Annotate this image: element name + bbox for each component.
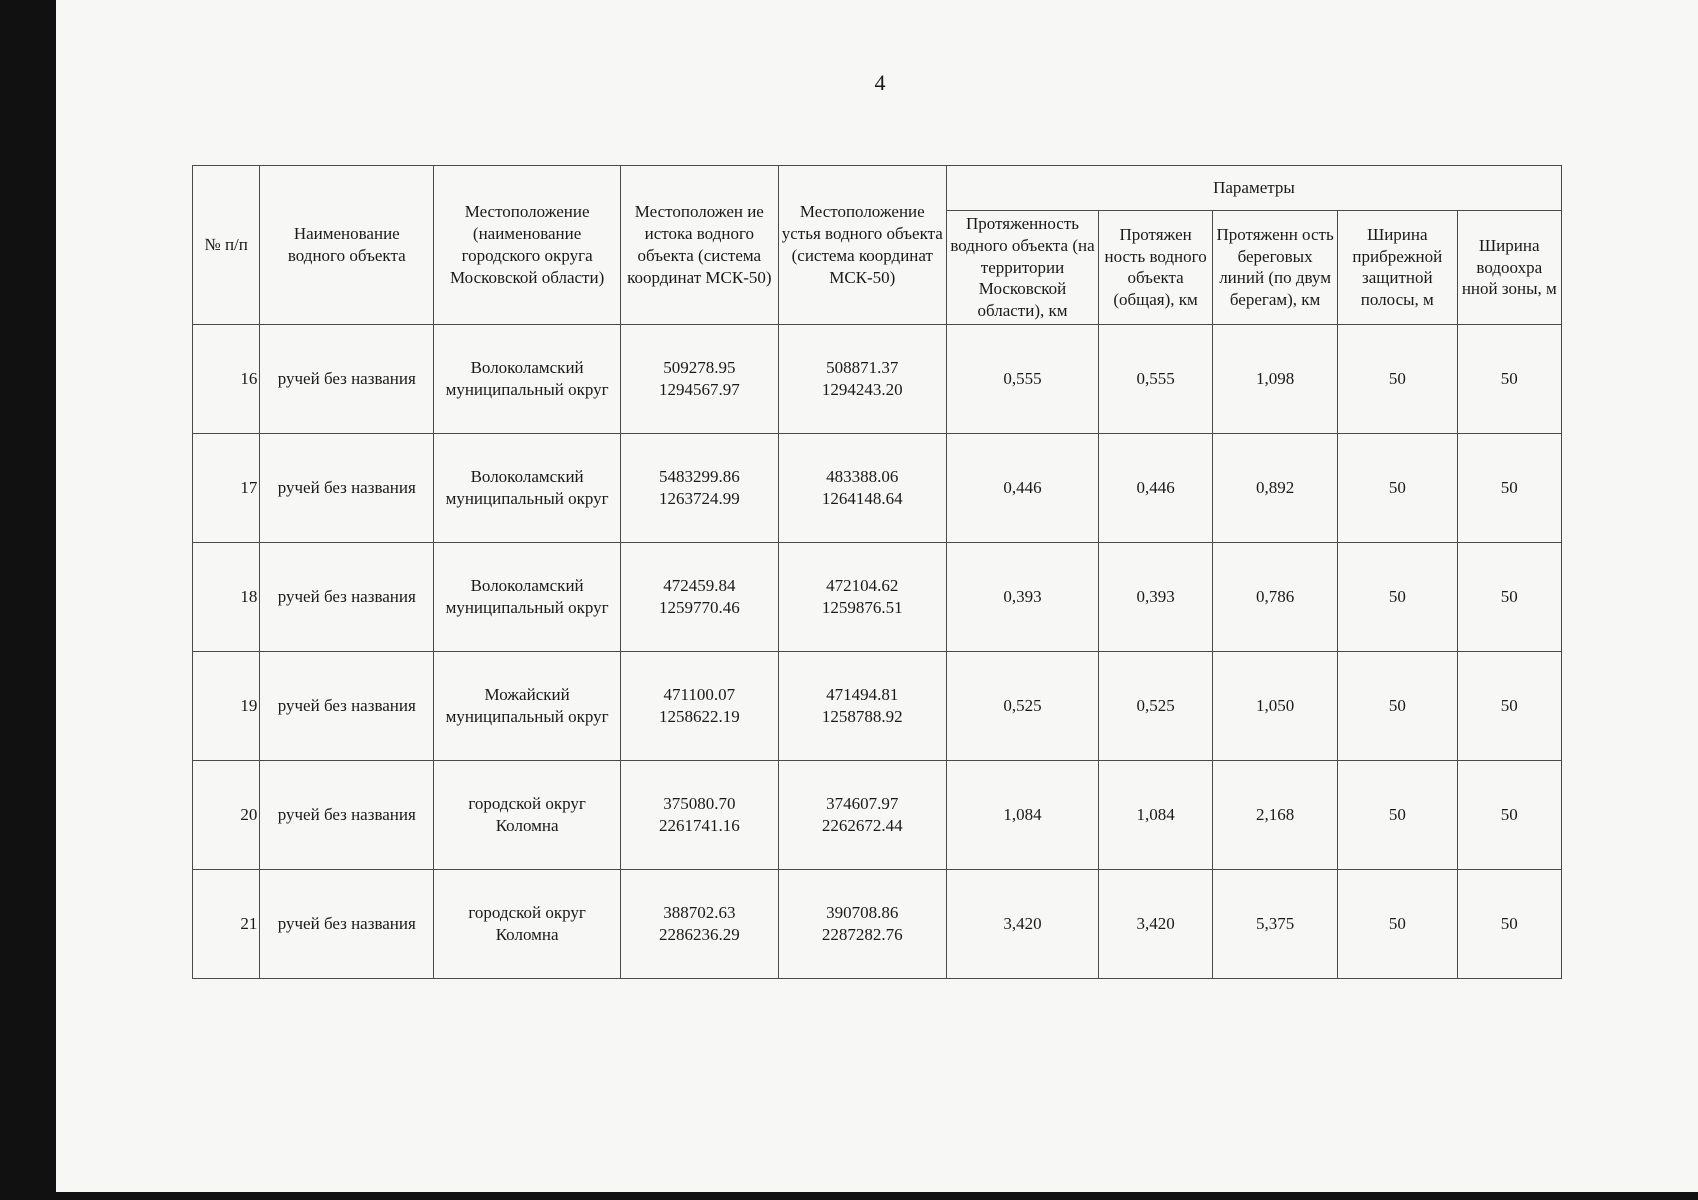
page-number: 4 xyxy=(874,70,886,95)
row-name: ручей без названия xyxy=(260,433,434,542)
row-mouth xyxy=(778,324,946,433)
row-length-region: 0,446 xyxy=(946,433,1098,542)
table-row xyxy=(193,760,1562,869)
row-name: ручей без названия xyxy=(260,324,434,433)
source-coord-1: 388702.63 xyxy=(663,903,736,922)
table-row xyxy=(193,542,1562,651)
mouth-coord-1: 472104.62 xyxy=(826,576,899,595)
row-location: Можайский муниципальный округ xyxy=(434,651,621,760)
table-row xyxy=(193,651,1562,760)
source-coord-1: 472459.84 xyxy=(663,576,736,595)
row-length-banks: 2,168 xyxy=(1213,760,1338,869)
mouth-coord-2: 2287282.76 xyxy=(821,924,903,944)
row-length-banks: 0,892 xyxy=(1213,433,1338,542)
source-coord-2: 2286236.29 xyxy=(658,924,740,944)
row-source xyxy=(621,324,779,433)
header-name: Наименование водного объекта xyxy=(260,166,434,325)
source-coord-2: 1258622.19 xyxy=(658,706,740,726)
header-mouth: Местоположение устья водного объекта (система координат МСК-50) xyxy=(778,166,946,325)
source-coord-2: 2261741.16 xyxy=(658,815,740,835)
source-coord-2: 1263724.99 xyxy=(658,488,740,508)
row-num: 16 xyxy=(193,324,260,433)
row-num: 19 xyxy=(193,651,260,760)
header-row xyxy=(193,166,1562,211)
row-length-total: 1,084 xyxy=(1099,760,1213,869)
row-length-region: 3,420 xyxy=(946,869,1098,978)
mouth-coord-1: 483388.06 xyxy=(826,467,899,486)
row-location: Волоколамский муниципальный округ xyxy=(434,324,621,433)
row-length-banks: 0,786 xyxy=(1213,542,1338,651)
row-mouth xyxy=(778,542,946,651)
table-row xyxy=(193,433,1562,542)
mouth-coord-2: 1259876.51 xyxy=(821,597,903,617)
header-water-zone: Ширина водоохра нной зоны, м xyxy=(1457,211,1561,325)
row-source xyxy=(621,433,779,542)
row-mouth xyxy=(778,869,946,978)
row-coastal-strip: 50 xyxy=(1338,760,1458,869)
row-mouth xyxy=(778,651,946,760)
source-coord-1: 471100.07 xyxy=(663,685,736,704)
row-water-zone: 50 xyxy=(1457,760,1561,869)
row-mouth xyxy=(778,760,946,869)
row-length-banks: 1,098 xyxy=(1213,324,1338,433)
row-name: ручей без названия xyxy=(260,760,434,869)
header-coastal-strip: Ширина прибрежной защитной полосы, м xyxy=(1338,211,1458,325)
row-name: ручей без названия xyxy=(260,542,434,651)
table-row xyxy=(193,869,1562,978)
row-location: Волоколамский муниципальный округ xyxy=(434,542,621,651)
mouth-coord-2: 2262672.44 xyxy=(821,815,903,835)
row-water-zone: 50 xyxy=(1457,324,1561,433)
water-objects-table xyxy=(192,165,1562,979)
row-name: ручей без названия xyxy=(260,869,434,978)
row-coastal-strip: 50 xyxy=(1338,542,1458,651)
source-coord-2: 1294567.97 xyxy=(658,379,740,399)
mouth-coord-2: 1258788.92 xyxy=(821,706,903,726)
source-coord-1: 509278.95 xyxy=(663,358,736,377)
row-num: 21 xyxy=(193,869,260,978)
row-name: ручей без названия xyxy=(260,651,434,760)
header-length-banks: Протяженн ость береговых линий (по двум берегам), км xyxy=(1213,211,1338,325)
row-length-banks: 5,375 xyxy=(1213,869,1338,978)
row-length-region: 0,393 xyxy=(946,542,1098,651)
row-location: Волоколамский муниципальный округ xyxy=(434,433,621,542)
row-num: 18 xyxy=(193,542,260,651)
row-location: городской округ Коломна xyxy=(434,869,621,978)
row-water-zone: 50 xyxy=(1457,542,1561,651)
mouth-coord-1: 374607.97 xyxy=(826,794,899,813)
row-length-region: 1,084 xyxy=(946,760,1098,869)
row-length-total: 0,525 xyxy=(1099,651,1213,760)
row-num: 20 xyxy=(193,760,260,869)
header-location: Местоположение (наименование городского округа Московской области) xyxy=(434,166,621,325)
row-water-zone: 50 xyxy=(1457,651,1561,760)
row-water-zone: 50 xyxy=(1457,433,1561,542)
scan-edge-left xyxy=(0,0,56,1200)
row-length-region: 0,555 xyxy=(946,324,1098,433)
header-length-region: Протяженность водного объекта (на территории Московской области), км xyxy=(946,211,1098,325)
row-coastal-strip: 50 xyxy=(1338,324,1458,433)
header-params-group: Параметры xyxy=(946,166,1561,211)
scan-edge-bottom xyxy=(0,1192,1698,1200)
mouth-coord-1: 508871.37 xyxy=(826,358,899,377)
mouth-coord-2: 1264148.64 xyxy=(821,488,903,508)
mouth-coord-1: 390708.86 xyxy=(826,903,899,922)
row-mouth xyxy=(778,433,946,542)
row-coastal-strip: 50 xyxy=(1338,433,1458,542)
row-length-total: 0,393 xyxy=(1099,542,1213,651)
row-location: городской округ Коломна xyxy=(434,760,621,869)
source-coord-1: 5483299.86 xyxy=(658,467,740,486)
header-length-total: Протяжен ность водного объекта (общая), км xyxy=(1099,211,1213,325)
row-coastal-strip: 50 xyxy=(1338,651,1458,760)
source-coord-2: 1259770.46 xyxy=(658,597,740,617)
row-length-banks: 1,050 xyxy=(1213,651,1338,760)
header-source: Местоположен ие истока водного объекта (система координат МСК-50) xyxy=(621,166,779,325)
row-length-total: 0,555 xyxy=(1099,324,1213,433)
row-source xyxy=(621,651,779,760)
row-coastal-strip: 50 xyxy=(1338,869,1458,978)
table-row xyxy=(193,324,1562,433)
mouth-coord-1: 471494.81 xyxy=(826,685,899,704)
mouth-coord-2: 1294243.20 xyxy=(821,379,903,399)
row-length-region: 0,525 xyxy=(946,651,1098,760)
source-coord-1: 375080.70 xyxy=(663,794,736,813)
row-num: 17 xyxy=(193,433,260,542)
row-water-zone: 50 xyxy=(1457,869,1561,978)
row-source xyxy=(621,542,779,651)
row-source xyxy=(621,869,779,978)
header-num: № п/п xyxy=(193,166,260,325)
row-source xyxy=(621,760,779,869)
row-length-total: 0,446 xyxy=(1099,433,1213,542)
row-length-total: 3,420 xyxy=(1099,869,1213,978)
